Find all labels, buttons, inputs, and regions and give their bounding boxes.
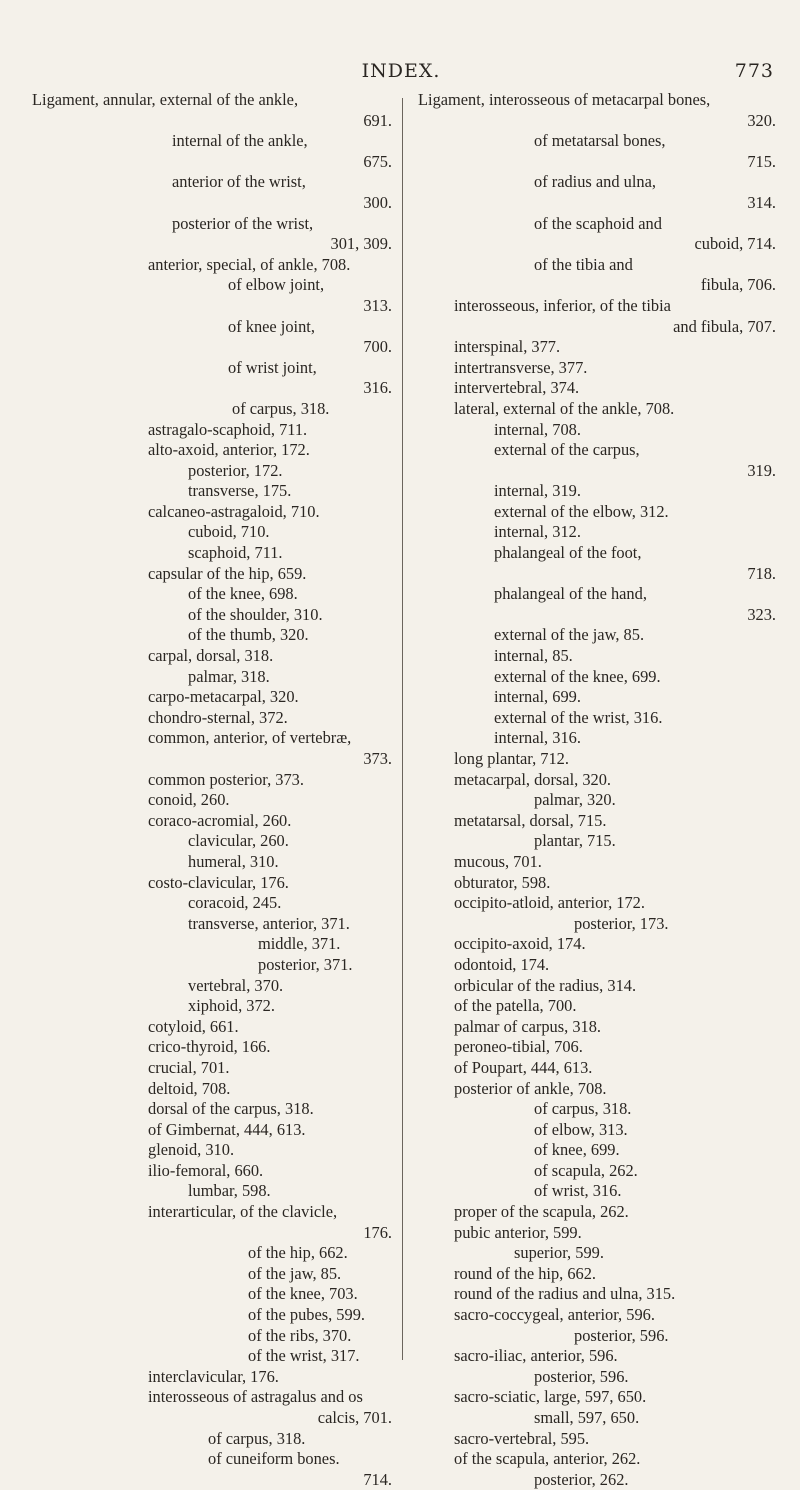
index-entry: lumbar, 598. <box>188 1181 271 1201</box>
index-entry: internal, 699. <box>494 687 581 707</box>
index-entry: Ligament, annular, external of the ankle, <box>32 90 299 109</box>
index-entry: metacarpal, dorsal, 320. <box>454 769 612 789</box>
index-entry: anterior of the wrist, <box>172 172 306 192</box>
index-entry: of metatarsal bones, <box>534 131 666 151</box>
index-entry-continuation: fibula, 706. <box>700 275 776 295</box>
index-entry: odontoid, 174. <box>454 954 550 974</box>
index-entry: round of the radius and ulna, 315. <box>454 1284 676 1304</box>
index-entry: pubic anterior, 599. <box>454 1222 582 1242</box>
index-entry: of the knee, 698. <box>188 584 298 604</box>
index-entry: coraco-acromial, 260. <box>148 810 292 830</box>
index-entry: crucial, 701. <box>148 1057 230 1077</box>
index-entry: costo-clavicular, 176. <box>148 872 289 892</box>
index-entry: conoid, 260. <box>148 790 230 810</box>
index-entry: sacro-sciatic, large, 597, 650. <box>454 1387 647 1407</box>
index-entry: crico-thyroid, 166. <box>148 1037 271 1057</box>
index-entry: of wrist, 316. <box>534 1181 622 1201</box>
index-entry: common posterior, 373. <box>148 769 304 789</box>
index-entry: palmar, 318. <box>188 666 270 686</box>
index-entry: of the jaw, 85. <box>248 1263 342 1283</box>
index-entry: scaphoid, 711. <box>188 543 283 563</box>
index-entry: of elbow joint, <box>228 275 325 295</box>
index-entry-continuation: 301, 309. <box>330 234 392 254</box>
index-entry: capsular of the hip, 659. <box>148 563 307 583</box>
index-entry: vertebral, 370. <box>188 975 284 995</box>
index-entry-continuation: 691. <box>363 110 392 130</box>
index-entry: of Gimbernat, 444, 613. <box>148 1119 306 1139</box>
index-entry: posterior of the wrist, <box>172 213 314 233</box>
index-entry: occipito-atloid, anterior, 172. <box>454 893 645 913</box>
index-entry: cuboid, 710. <box>188 522 270 542</box>
index-entry: palmar, 320. <box>534 790 616 810</box>
index-entry: external of the knee, 699. <box>494 666 661 686</box>
index-entry: sacro-coccygeal, anterior, 596. <box>454 1305 655 1325</box>
index-entry: Ligament, interosseous of metacarpal bones, <box>418 90 711 109</box>
index-entry: dorsal of the carpus, 318. <box>148 1099 314 1119</box>
index-entry: intervertebral, 374. <box>454 378 580 398</box>
index-entry: sacro-iliac, anterior, 596. <box>454 1346 618 1366</box>
index-entry-continuation: 176. <box>363 1222 392 1242</box>
index-entry: cotyloid, 661. <box>148 1016 239 1036</box>
index-entry: of the shoulder, 310. <box>188 604 323 624</box>
index-entry: middle, 371. <box>258 934 341 954</box>
index-entry: interspinal, 377. <box>454 337 561 357</box>
index-entry: peroneo-tibial, 706. <box>454 1037 583 1057</box>
column-divider <box>402 98 403 1360</box>
index-entry: external of the carpus, <box>494 440 640 460</box>
index-entry: of the ribs, 370. <box>248 1325 352 1345</box>
index-entry-continuation: and fibula, 707. <box>673 316 776 336</box>
index-entry: lateral, external of the ankle, 708. <box>454 398 675 418</box>
page-number: 773 <box>734 60 774 82</box>
index-entry: interosseous of astragalus and os <box>148 1387 363 1407</box>
index-entry: interosseous, inferior, of the tibia <box>454 295 671 315</box>
index-entry: external of the wrist, 316. <box>494 707 663 727</box>
index-entry: interclavicular, 176. <box>148 1366 279 1386</box>
index-entry: internal of the ankle, <box>172 131 308 151</box>
index-entry: of radius and ulna, <box>534 172 656 192</box>
index-entry-continuation: calcis, 701. <box>317 1408 392 1427</box>
index-entry: anterior, special, of ankle, 708. <box>148 254 351 274</box>
index-entry: of the patella, 700. <box>454 996 577 1016</box>
index-entry: ilio-femoral, 660. <box>148 1160 264 1180</box>
running-title: INDEX. <box>361 60 441 82</box>
index-entry: phalangeal of the foot, <box>494 543 642 563</box>
index-entry: sacro-vertebral, 595. <box>454 1428 590 1448</box>
page-header <box>28 60 774 86</box>
index-entry: posterior, 371. <box>258 954 353 974</box>
index-entry-continuation: 314. <box>747 192 776 212</box>
index-entry: xiphoid, 372. <box>188 996 275 1016</box>
index-entry: glenoid, 310. <box>148 1140 235 1160</box>
index-entry: transverse, 175. <box>188 481 292 501</box>
index-entry-continuation: 700. <box>363 337 392 357</box>
index-entry: of the scapula, anterior, 262. <box>454 1449 641 1469</box>
index-entry: of cuneiform bones. <box>208 1449 340 1469</box>
index-entry: internal, 319. <box>494 481 581 501</box>
index-column-right <box>418 90 776 1490</box>
index-entry: of the scaphoid and <box>534 213 662 233</box>
index-entry-continuation: 316. <box>363 378 392 398</box>
index-entry: clavicular, 260. <box>188 831 289 851</box>
index-entry: of carpus, 318. <box>534 1099 632 1119</box>
index-entry: external of the jaw, 85. <box>494 625 645 645</box>
index-entry: common, anterior, of vertebræ, <box>148 728 352 748</box>
index-entry: internal, 312. <box>494 522 581 542</box>
index-entry: interarticular, of the clavicle, <box>148 1202 338 1222</box>
index-entry: of the tibia and <box>534 254 633 274</box>
index-entry: humeral, 310. <box>188 851 279 871</box>
index-entry-continuation: 300. <box>363 192 392 212</box>
index-entry: obturator, 598. <box>454 872 551 892</box>
index-entry: plantar, 715. <box>534 831 616 851</box>
index-entry-continuation: 313. <box>363 295 392 315</box>
index-entry: metatarsal, dorsal, 715. <box>454 810 607 830</box>
index-entry-continuation: cuboid, 714. <box>694 234 776 254</box>
index-entry: deltoid, 708. <box>148 1078 231 1098</box>
index-entry: of scapula, 262. <box>534 1160 638 1180</box>
index-entry: internal, 316. <box>494 728 581 748</box>
index-column-left <box>32 90 392 1490</box>
index-entry-continuation: 675. <box>363 151 392 171</box>
index-entry: mucous, 701. <box>454 851 542 871</box>
index-entry: of wrist joint, <box>228 357 317 377</box>
index-entry: of elbow, 313. <box>534 1119 628 1139</box>
index-entry: small, 597, 650. <box>534 1408 640 1427</box>
index-entry: of knee joint, <box>228 316 315 336</box>
index-entry: posterior, 172. <box>188 460 283 480</box>
index-entry: posterior, 262. <box>534 1469 629 1489</box>
index-entry: internal, 85. <box>494 646 573 666</box>
index-entry-continuation: 319. <box>747 460 776 480</box>
index-entry: of carpus, 318. <box>232 398 330 418</box>
index-entry: of knee, 699. <box>534 1140 620 1160</box>
index-entry: of the thumb, 320. <box>188 625 309 645</box>
index-entry-continuation: 323. <box>747 604 776 624</box>
index-entry-continuation: 714. <box>363 1469 392 1489</box>
index-entry: carpo-metacarpal, 320. <box>148 687 299 707</box>
index-entry: long plantar, 712. <box>454 749 569 768</box>
index-entry-continuation: 373. <box>363 749 392 768</box>
index-entry: coracoid, 245. <box>188 893 282 913</box>
index-entry: astragalo-scaphoid, 711. <box>148 419 308 439</box>
index-entry: occipito-axoid, 174. <box>454 934 586 954</box>
index-entry: posterior, 173. <box>574 913 669 933</box>
index-entry: phalangeal of the hand, <box>494 584 647 604</box>
index-entry: superior, 599. <box>514 1243 604 1263</box>
index-entry: external of the elbow, 312. <box>494 501 669 521</box>
index-entry: of the pubes, 599. <box>248 1305 365 1325</box>
index-entry: posterior, 596. <box>574 1325 669 1345</box>
index-entry-continuation: 718. <box>747 563 776 583</box>
index-entry: of the hip, 662. <box>248 1243 348 1263</box>
index-entry: posterior of ankle, 708. <box>454 1078 607 1098</box>
index-entry: carpal, dorsal, 318. <box>148 646 274 666</box>
index-entry: round of the hip, 662. <box>454 1263 597 1283</box>
index-entry: internal, 708. <box>494 419 581 439</box>
index-entry-continuation: 320. <box>747 110 776 130</box>
index-entry: of the wrist, 317. <box>248 1346 360 1366</box>
index-entry: of carpus, 318. <box>208 1428 306 1448</box>
index-entry: alto-axoid, anterior, 172. <box>148 440 310 460</box>
index-entry: intertransverse, 377. <box>454 357 588 377</box>
index-entry: calcaneo-astragaloid, 710. <box>148 501 320 521</box>
index-entry: proper of the scapula, 262. <box>454 1202 629 1222</box>
index-entry: posterior, 596. <box>534 1366 629 1386</box>
index-entry: of the knee, 703. <box>248 1284 358 1304</box>
index-entry: orbicular of the radius, 314. <box>454 975 637 995</box>
index-entry: palmar of carpus, 318. <box>454 1016 602 1036</box>
index-entry-continuation: 715. <box>747 151 776 171</box>
index-entry: transverse, anterior, 371. <box>188 913 350 933</box>
index-entry: of Poupart, 444, 613. <box>454 1057 593 1077</box>
index-entry: chondro-sternal, 372. <box>148 707 288 727</box>
